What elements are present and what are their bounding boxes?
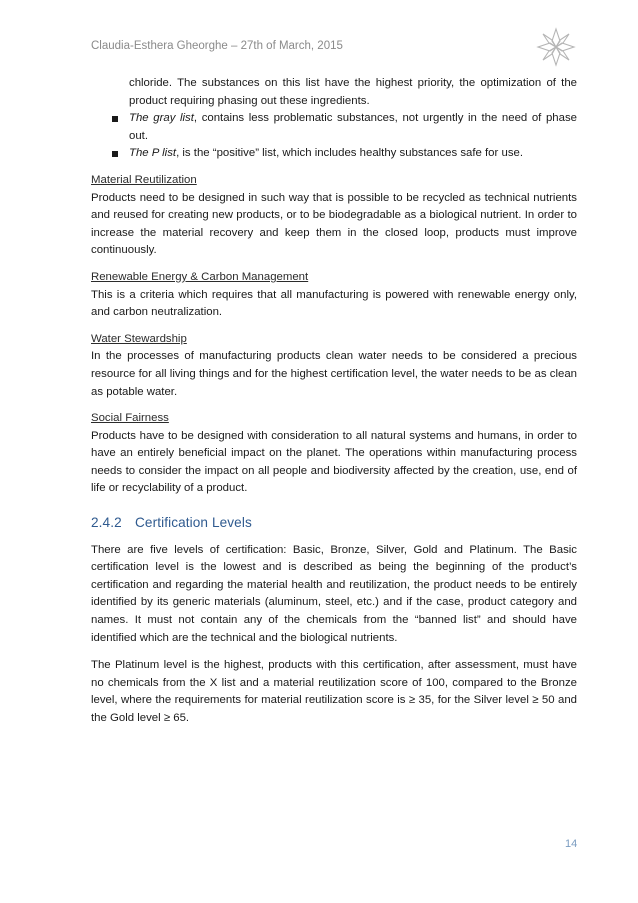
section-title: Social Fairness bbox=[91, 412, 169, 425]
list-item-text: , is the “positive” list, which includes healthy substances safe for use. bbox=[176, 147, 524, 160]
section-body: In the processes of manufacturing products clean water needs to be considered a precious resource for all living things and for the highest certification level, the water needs to be as clean as potable water. bbox=[91, 350, 577, 398]
running-header: Claudia-Esthera Gheorghe – 27th of March, 2015 bbox=[91, 40, 343, 52]
subsection-heading bbox=[91, 514, 577, 532]
leaf-star-logo-icon bbox=[536, 27, 576, 67]
list-item-gray-list bbox=[91, 110, 577, 145]
section-water-stewardship bbox=[91, 331, 577, 401]
list-item-term: The P list bbox=[129, 147, 177, 160]
section-title: Water Stewardship bbox=[91, 332, 187, 345]
list-item-text: , contains less problematic substances, not urgently in the need of phase out. bbox=[129, 112, 577, 142]
section-title: Renewable Energy & Carbon Management bbox=[91, 270, 309, 283]
paragraph: There are five levels of certification: Basic, Bronze, Silver, Gold and Platinum. The Basic certification level is the lowest and is described as being the beginning of the product’s certification and regarding the material health and reutilization, the product needs to be entirely identified by its generic materials (aluminum, steel, etc.) and if the case, product category and names. It must not contain any of the chemicals from the “banned list” and should have identified which are the technical and the biological nutrients. bbox=[91, 543, 577, 644]
section-renewable-energy bbox=[91, 269, 577, 322]
section-social-fairness bbox=[91, 410, 577, 498]
list-continuation: chloride. The substances on this list have the highest priority, the optimization of the product requiring phasing out these ingredients. bbox=[129, 77, 577, 107]
section-material-reutilization bbox=[91, 172, 577, 260]
square-bullet-icon bbox=[112, 116, 118, 122]
section-body: This is a criteria which requires that all manufacturing is powered with renewable energy only, and carbon neutralization. bbox=[91, 288, 577, 319]
page-content bbox=[91, 75, 577, 738]
list-item-p-list bbox=[91, 145, 577, 163]
page-number: 14 bbox=[565, 838, 578, 850]
list-item-term: The gray list bbox=[129, 112, 194, 125]
section-body: Products have to be designed with consideration to all natural systems and humans, in order to have an entirely beneficial impact on the planet. The operations within manufacturing process needs to consider the impact on all people and biodiversity affected by the creation, use, end of life or recyclability of a product. bbox=[91, 429, 577, 495]
section-title: Material Reutilization bbox=[91, 173, 197, 186]
section-body: Products need to be designed in such way that is possible to be recycled as technical nutrients and reused for creating new products, or to be biodegradable as a biological nutrient. In order to increase the material recovery and keep them in the closed loop, products must improve continuously. bbox=[91, 191, 577, 257]
heading-number: 2.4.2 bbox=[91, 515, 122, 531]
heading-title: Certification Levels bbox=[135, 515, 252, 531]
square-bullet-icon bbox=[112, 151, 118, 157]
paragraph: The Platinum level is the highest, products with this certification, after assessment, must have no chemicals from the X list and a material reutilization score of 100, compared to the Bronze level, where the requirements for material reutilization score is ≥ 35, for the Silver level ≥ 50 and the Gold level ≥ 65. bbox=[91, 659, 577, 724]
